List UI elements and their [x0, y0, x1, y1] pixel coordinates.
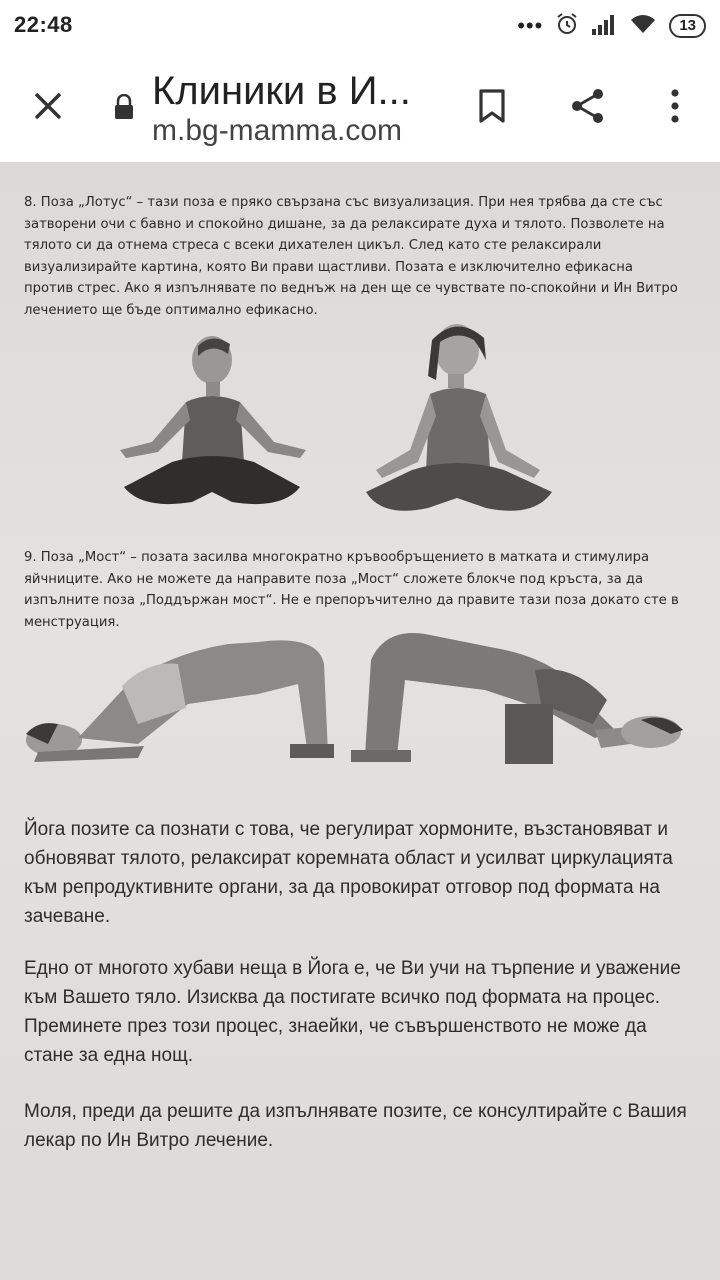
text-line: яйчниците. Ако не можете да направите поза „Мост“ сложете блокче под кръста, за да	[24, 571, 644, 587]
text-line: зачеване.	[24, 906, 111, 927]
text-line: тялото си да отнема стреса с всеки дихателен цикъл. След като сте релаксирали	[24, 238, 602, 253]
page-title: Клиники в И...	[152, 69, 411, 113]
signal-icon	[591, 13, 617, 40]
paragraph-consult	[24, 1097, 700, 1155]
bridge-pose-illustration-left	[18, 624, 348, 774]
paragraph-hormones	[24, 815, 700, 931]
lotus-pose-illustration-right	[362, 320, 572, 540]
text-line: Моля, преди да решите да изпълнявате позите, се консултирайте с Вашия	[24, 1101, 687, 1122]
text-line: стане за една нощ.	[24, 1045, 193, 1066]
text-line: менструация.	[24, 614, 120, 630]
overflow-menu-button[interactable]	[645, 76, 705, 136]
text-line: Едно от многото хубави неща в Йога е, че Ви учи на търпение и уважение	[24, 958, 681, 979]
close-icon	[33, 91, 63, 121]
status-icons	[517, 12, 706, 40]
text-line: лечението ще бъде оптимално ефикасно.	[24, 302, 318, 318]
status-time: 22:48	[14, 12, 73, 37]
paragraph-patience	[24, 954, 700, 1070]
lotus-pose-illustration-left	[112, 332, 322, 532]
text-line: към Вашето тяло. Изисква да постигате всичко под формата на процес.	[24, 987, 660, 1008]
text-line: 8. Поза „Лотус“ – тази поза е пряко свързана със визуализация. При нея трябва да сте със	[24, 195, 663, 210]
lock-icon	[113, 94, 135, 125]
text-line: против стрес. Ако я изпълнявате по веднъж на ден ще се чувствате по-спокойни и Ин Витро	[24, 281, 678, 296]
text-line: обновяват тялото, релаксират коремната област и усилват циркулацията	[24, 848, 673, 869]
share-button[interactable]	[558, 76, 618, 136]
battery-icon	[669, 14, 706, 38]
bookmark-button[interactable]	[462, 76, 522, 136]
bridge-pose-illustration-right	[345, 620, 695, 776]
url-area[interactable]	[152, 68, 452, 148]
share-icon	[569, 87, 607, 125]
text-line: лекар по Ин Витро лечение.	[24, 1130, 274, 1151]
status-bar	[0, 0, 720, 52]
text-line: Преминете през този процес, знаейки, че съвършенството не може да	[24, 1016, 647, 1037]
page-url: m.bg-mamma.com	[152, 114, 403, 147]
battery-level: 13	[679, 17, 696, 34]
close-button[interactable]	[18, 76, 78, 136]
bookmark-icon	[477, 88, 507, 124]
more-dots-icon: •••	[517, 13, 544, 38]
text-line: към репродуктивните органи, за да провокират отговор под формата на	[24, 877, 660, 898]
text-line: визуализирайте картина, която Ви прави щастливи. Позата е изключително ефикасна	[24, 259, 633, 275]
page-content[interactable]	[0, 162, 720, 1280]
browser-toolbar	[0, 52, 720, 162]
overflow-menu-icon	[669, 88, 681, 124]
text-line: 9. Поза „Мост“ – позата засилва многократно кръвообръщението в матката и стимулира	[24, 550, 650, 565]
section-8-text	[24, 192, 696, 321]
alarm-icon	[555, 12, 579, 41]
document-photo	[0, 162, 720, 1280]
text-line: изпълните поза „Поддържан мост“. Не е препоръчително да правите тази поза докато сте в	[24, 593, 679, 608]
text-line: затворени очи с бавно и спокойно дишане, за да релаксирате духа и тялото. Позволете на	[24, 216, 665, 232]
wifi-icon	[629, 13, 657, 40]
text-line: Йога позите са познати с това, че регулират хормоните, възстановяват и	[24, 819, 668, 840]
